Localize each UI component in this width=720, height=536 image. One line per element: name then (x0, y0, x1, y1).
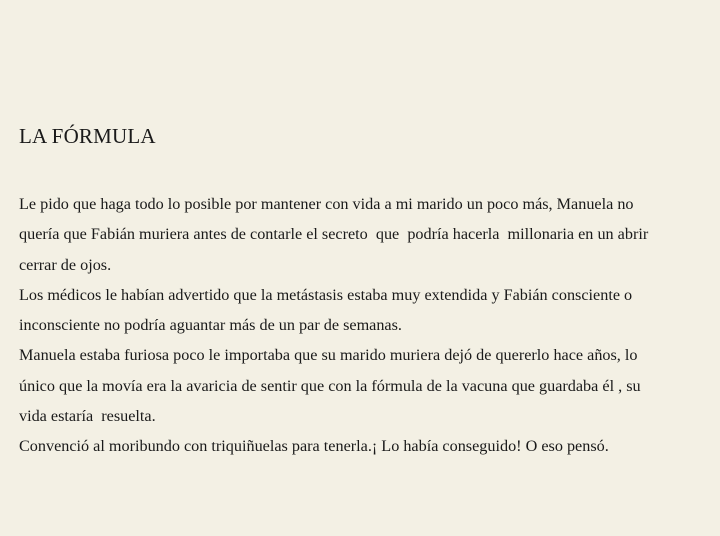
text-line: cerrar de ojos. (19, 255, 112, 274)
text-line: vida estaría resuelta. (19, 407, 156, 426)
text-line: quería que Fabián muriera antes de contarle el secreto que podría hacerla millonaria en un abrir (19, 225, 649, 244)
text-line: único que la movía era la avaricia de sentir que con la fórmula de la vacuna que guardaba él , su (19, 376, 641, 395)
document-body (19, 189, 719, 462)
text-line: Convenció al moribundo con triquiñuelas para tenerla.¡ Lo había conseguido! O eso pensó. (19, 437, 609, 456)
text-line: Los médicos le habían advertido que la metástasis estaba muy extendida y Fabián consciente o (19, 285, 633, 304)
text-line: Le pido que haga todo lo posible por mantener con vida a mi marido un poco más, Manuela no (19, 195, 634, 213)
document-title: LA FÓRMULA (19, 124, 156, 148)
text-line: Manuela estaba furiosa poco le importaba que su marido muriera dejó de quererlo hace años, lo (19, 346, 638, 365)
text-line: inconsciente no podría aguantar más de un par de semanas. (19, 316, 402, 335)
